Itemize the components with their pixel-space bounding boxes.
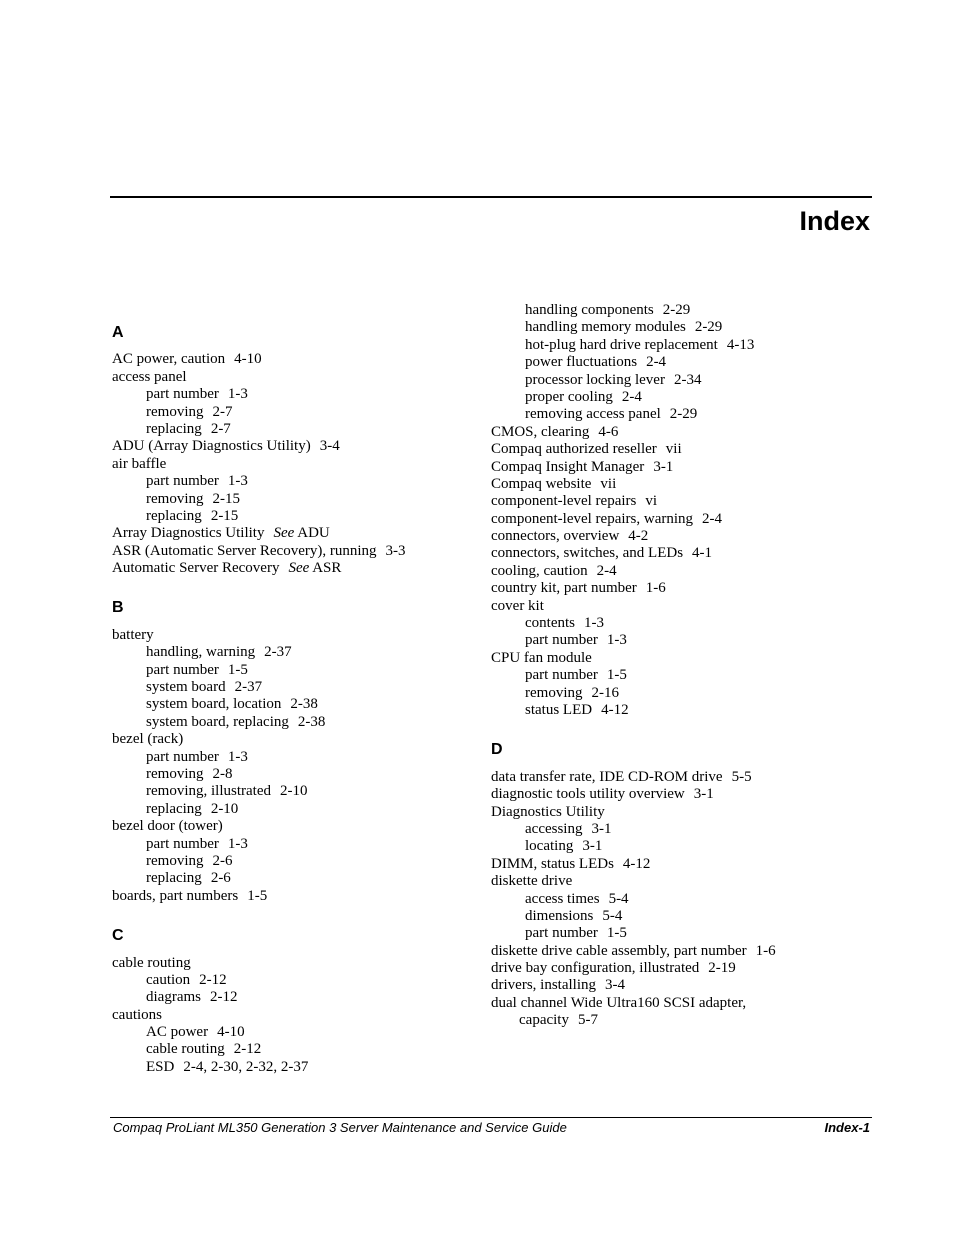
- index-subentry: diagrams 2-12: [146, 989, 238, 1006]
- index-subentry: hot-plug hard drive replacement 4-13: [525, 336, 755, 353]
- index-entry-continuation: capacity 5-7: [519, 1012, 598, 1029]
- index-subentry: part number 1-3: [146, 835, 248, 852]
- index-entry: dual channel Wide Ultra160 SCSI adapter,: [491, 994, 747, 1011]
- index-entry: ADU (Array Diagnostics Utility) 3-4: [112, 438, 340, 455]
- index-subentry: replacing 2-6: [146, 870, 231, 887]
- index-entry: connectors, overview 4-2: [491, 528, 649, 545]
- index-subentry: part number 1-5: [525, 925, 627, 942]
- index-entry: diagnostic tools utility overview 3-1: [491, 786, 714, 803]
- index-subentry: dimensions 5-4: [525, 907, 623, 924]
- index-subentry: removing, illustrated 2-10: [146, 783, 308, 800]
- index-subentry: handling components 2-29: [525, 302, 691, 318]
- index-entry: DIMM, status LEDs 4-12: [491, 855, 651, 872]
- index-entry: country kit, part number 1-6: [491, 580, 666, 597]
- page-title: Index: [799, 206, 870, 236]
- index-subentry: removing 2-7: [146, 403, 233, 420]
- index-entry: drivers, installing 3-4: [491, 977, 625, 994]
- index-entry: battery: [112, 626, 154, 643]
- index-entry: access panel: [112, 368, 187, 385]
- section-letter-a: A: [112, 324, 124, 341]
- index-entry: cover kit: [491, 597, 544, 614]
- index-subentry: part number 1-3: [146, 386, 248, 403]
- index-subentry: part number 1-5: [146, 661, 248, 678]
- index-entry: ASR (Automatic Server Recovery), running 3-3: [112, 542, 406, 559]
- index-entry: Diagnostics Utility: [491, 803, 605, 820]
- index-subentry: removing access panel 2-29: [525, 406, 698, 423]
- index-column-left: [112, 324, 482, 1076]
- index-entry: Array Diagnostics Utility See ADU: [112, 525, 330, 542]
- index-entry: Compaq website vii: [491, 475, 617, 492]
- index-subentry: handling, warning 2-37: [146, 644, 292, 661]
- index-subentry: removing 2-16: [525, 684, 619, 701]
- index-subentry: proper cooling 2-4: [525, 388, 642, 405]
- index-subentry: contents 1-3: [525, 615, 604, 632]
- section-letter-c: C: [112, 927, 124, 945]
- index-subentry: power fluctuations 2-4: [525, 354, 667, 371]
- index-subentry: replacing 2-15: [146, 507, 239, 524]
- index-entry: bezel door (tower): [112, 818, 223, 835]
- index-entry: bezel (rack): [112, 731, 184, 748]
- index-subentry: system board, replacing 2-38: [146, 713, 326, 730]
- index-subentry: part number 1-3: [146, 473, 248, 490]
- index-subentry: AC power 4-10: [146, 1024, 245, 1041]
- index-entry: diskette drive cable assembly, part number 1-6: [491, 942, 776, 959]
- index-subentry: status LED 4-12: [525, 701, 629, 718]
- index-entry: Automatic Server Recovery See ASR: [112, 560, 342, 577]
- index-entry: drive bay configuration, illustrated 2-19: [491, 960, 736, 977]
- index-subentry: part number 1-5: [525, 667, 627, 684]
- index-entry: CMOS, clearing 4-6: [491, 423, 619, 440]
- index-entry: diskette drive: [491, 873, 573, 890]
- index-entry: component-level repairs, warning 2-4: [491, 510, 723, 527]
- index-entry: CPU fan module: [491, 649, 592, 666]
- index-subentry: cable routing 2-12: [146, 1041, 262, 1058]
- index-column-right: [491, 302, 871, 1030]
- index-entry: cautions: [112, 1006, 162, 1023]
- index-entry: Compaq authorized reseller vii: [491, 441, 682, 458]
- index-subentry: part number 1-3: [146, 748, 248, 765]
- index-entry: AC power, caution 4-10: [112, 351, 262, 368]
- footer-rule: [110, 1117, 872, 1118]
- index-subentry: removing 2-8: [146, 765, 233, 782]
- index-entry: Compaq Insight Manager 3-1: [491, 458, 674, 475]
- index-subentry: system board, location 2-38: [146, 696, 318, 713]
- index-entry: boards, part numbers 1-5: [112, 887, 268, 904]
- footer-doc-title: Compaq ProLiant ML350 Generation 3 Server Maintenance and Service Guide: [113, 1120, 567, 1135]
- index-entry: data transfer rate, IDE CD-ROM drive 5-5: [491, 768, 752, 785]
- index-subentry: processor locking lever 2-34: [525, 371, 702, 388]
- index-subentry: caution 2-12: [146, 971, 227, 988]
- footer-page-number: Index-1: [824, 1120, 870, 1135]
- index-subentry: replacing 2-7: [146, 420, 231, 437]
- index-subentry: removing 2-6: [146, 852, 233, 869]
- index-subentry: removing 2-15: [146, 490, 240, 507]
- index-entry: air baffle: [112, 455, 167, 472]
- index-subentry: handling memory modules 2-29: [525, 319, 723, 336]
- index-subentry: access times 5-4: [525, 890, 629, 907]
- section-letter-d: D: [491, 741, 503, 759]
- index-entry: connectors, switches, and LEDs 4-1: [491, 545, 713, 562]
- index-subentry: replacing 2-10: [146, 800, 239, 817]
- index-subentry: accessing 3-1: [525, 820, 612, 837]
- index-subentry: part number 1-3: [525, 632, 627, 649]
- index-entry: component-level repairs vi: [491, 493, 658, 510]
- index-entry: cooling, caution 2-4: [491, 562, 617, 579]
- index-subentry: system board 2-37: [146, 679, 263, 696]
- index-entry: cable routing: [112, 954, 191, 971]
- index-subentry: ESD 2-4, 2-30, 2-32, 2-37: [146, 1058, 309, 1075]
- header-rule: [110, 196, 872, 198]
- section-letter-b: B: [112, 599, 124, 617]
- index-subentry: locating 3-1: [525, 838, 603, 855]
